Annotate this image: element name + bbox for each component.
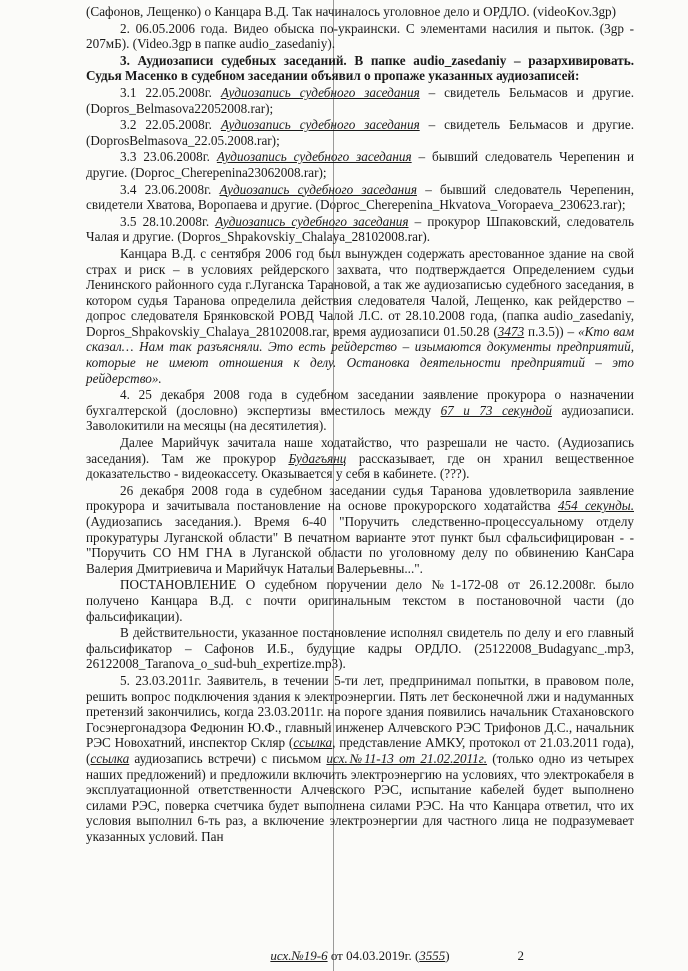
reference-link[interactable]: Аудиозапись судебного заседания bbox=[215, 213, 409, 229]
text-run: (Аудиозапись заседания.). Время 6-40 "Поручить следственно-процессуальному отделу прокуратуры Луганской области" В печатном варианте этот пункт был сфальсифицирован - - "Поручить СО НМ ГНА в Луганской области по уголовному делу по обвинению КанСара Валерия Дмитриевича и Марийчук Натальи Валерьевны...". bbox=[86, 514, 634, 576]
footer-close: ) bbox=[445, 948, 450, 963]
page-number: 2 bbox=[517, 948, 524, 963]
text-run: рассказывает, где он хранил вещественное доказательство - видеокассету. Оказывается у себя в кабинете. (???). bbox=[86, 450, 634, 482]
paragraph bbox=[86, 625, 634, 672]
page-footer bbox=[86, 948, 634, 964]
reference-link[interactable]: Аудиозапись судебного заседания bbox=[219, 181, 417, 197]
paragraph bbox=[86, 483, 634, 577]
footer-reference-link[interactable]: исх.№19-6 bbox=[270, 948, 328, 963]
paragraph bbox=[86, 21, 634, 52]
text-run: 4. 25 декабря 2008 года в судебном заседании заявление прокурора о назначении бухгалтерской (дословно) экспертизы вместилось между bbox=[86, 387, 634, 418]
text-run: – прокурор Шпаковский, следователь Чалая и другие. (Dopros_Shpakovskiy_Chalaya_28102008.rar). bbox=[86, 213, 634, 245]
reference-link[interactable]: ссылка bbox=[90, 750, 130, 766]
text-run: – бывший следователь Черепенин и другие. (Doproc_Cherepenina23062008.rar); bbox=[86, 149, 635, 180]
footer-date: от 04.03.2019г. ( bbox=[327, 948, 420, 963]
paragraph bbox=[86, 4, 634, 20]
paragraph bbox=[86, 182, 634, 213]
paragraph bbox=[86, 577, 634, 624]
footer-number-link[interactable]: 3555 bbox=[419, 948, 446, 963]
reference-link[interactable]: 3473 bbox=[497, 323, 525, 339]
paragraph bbox=[86, 246, 634, 386]
text-run: 5. 23.03.2011г. Заявитель, в течении 5-ти лет, предпринимал попытки, в правовом поле, решить вопрос подключения здания к электроэнергии. Пять лет бесконечной лжи и надуманных претензий закончились, когда 23.03.2011г. на пороге здания появились начальник Стахановского Госэнергонадзора Федюнин Ю.Ф., главный инженер Алчевского РЭС Трифонов Д.С., начальник РЭС Новохатний, инспектор Скляр ( bbox=[86, 672, 634, 751]
paragraph bbox=[86, 53, 634, 84]
text-run: – бывший следователь Черепенин, свидетели Хватова, Воропаева и другие. (Doproc_Cherepenina_Hkvatova_Voropaeva_230623.rar); bbox=[86, 181, 634, 213]
text-run: (только одно из четырех наших предложений) и предложили включить электроэнергию на условиях, что электрокабеля в эксплуатационной ответственности Алчевского РЭС, испытание кабелей будет выполнено силами РЭС, поверка счетчика будет выполнена силами РЭС. На что Канцара ответил, что их условия выполнил 6-ть раз, а включение электроэнергии для частного лица не подразумевает указанных условий. Пан bbox=[86, 750, 634, 844]
text-run: аудиозаписи. Заволокитили на месяцы (на десятилетия). bbox=[86, 402, 634, 434]
text-run: 26 декабря 2008 года в судебном заседании судья Таранова удовлетворила заявление прокурора и зачитывала постановление на основе прокурорского ходатайства bbox=[86, 482, 634, 514]
text-run: , представление АМКУ, протокол от 21.03.2011 года), ( bbox=[86, 735, 634, 766]
reference-link[interactable]: 454 секунды. bbox=[557, 498, 634, 514]
text-run: В действительности, указанное постановление исполнял свидетель по делу и его главный фальсификатор – Сафонов И.Б., будущие кадры ОРДЛО. (25122008_Budagyanc_.mp3, 26122008_Taranova_o_sud-buh_expertize.mp3). bbox=[86, 625, 634, 672]
reference-link[interactable]: ссылка bbox=[293, 735, 333, 751]
document-body bbox=[86, 4, 634, 844]
reference-link[interactable]: Аудиозапись судебного заседания bbox=[220, 117, 420, 133]
text-run: 3.5 28.10.2008г. bbox=[120, 213, 216, 229]
paragraph bbox=[86, 117, 634, 148]
reference-link[interactable]: 67 и 73 секундой bbox=[440, 402, 552, 418]
text-run: «Кто вам сказал… Нам так разъясняли. Это есть рейдерство – изымаются документы предприятий, которые не имеют отношения к делу. Остановка деятельности предприятий – это рейдерство». bbox=[86, 323, 635, 386]
text-run: (Сафонов, Лещенко) о Канцара В.Д. Так начиналось уголовное дело и ОРДЛО. (videoKov.3gp) bbox=[86, 4, 617, 19]
text-run: ПОСТАНОВЛЕНИЕ О судебном поручении дело №1-172-08 от 26.12.2008г. было получено Канцара В.Д. с почти оригинальным текстом в постановочной части (до фальсификации). bbox=[86, 577, 634, 624]
text-run: 3.1 22.05.2008г. bbox=[120, 84, 221, 100]
paragraph bbox=[86, 387, 634, 434]
text-run: аудиозапись встречи) с письмом bbox=[129, 750, 327, 766]
text-run: 3.4 23.06.2008г. bbox=[120, 181, 220, 197]
reference-link[interactable]: исх.№11-13 от 21.02.2011г. bbox=[326, 750, 488, 766]
reference-link[interactable]: Будагъянц bbox=[288, 450, 347, 466]
reference-link[interactable]: Аудиозапись судебного заседания bbox=[216, 149, 412, 165]
text-run: 3.2 22.05.2008г. bbox=[120, 117, 221, 133]
text-run: Канцара В.Д. с сентября 2006 год был вынужден содержать арестованное здание на свой страх и риск – в условиях рейдерского захвата, что подтверждается Определением судьи Ленинского районного суда г.Луганска Тарановой, а так же аудиозаписью судебного заседания, в котором судья Таранова определила действия следователя Чалой, Лещенко, как рейдерство – допрос следователя Брянковской РОВД Чалой Л.С. от 28.10.2008 года, (папка audio_zasedaniy, Dopros_Shpakovskiy_Chalaya_28102008.rar, время аудиозаписи 01.50.28 ( bbox=[86, 245, 634, 339]
paragraph bbox=[86, 214, 634, 245]
text-run: 2. 06.05.2006 года. Видео обыска по-украински. С элементами насилия и пыток. (3gp - 207мБ). (Video.3gp в папке audio_zasedaniy). bbox=[86, 20, 634, 52]
text-run: Далее Марийчук зачитала наше ходатайство, что разрешали не часто. (Аудиозапись заседания). Там же прокурор bbox=[86, 435, 634, 466]
paragraph bbox=[86, 85, 634, 116]
paragraph bbox=[86, 435, 634, 482]
reference-link[interactable]: Аудиозапись судебного заседания bbox=[220, 84, 420, 100]
paragraph bbox=[86, 149, 634, 180]
text-run: 3.3 23.06.2008г. bbox=[120, 149, 217, 165]
text-run: 3. Аудиозаписи судебных заседаний. В папке audio_zasedaniy – разархивировать. Судья Масенко в судебном заседании объявил о пропаже указанных аудиозаписей: bbox=[86, 52, 634, 84]
text-run: п.3.5)) – bbox=[524, 323, 579, 339]
paragraph bbox=[86, 673, 634, 845]
text-run: – свидетель Бельмасов и другие. (DoprosBelmasova_22.05.2008.rar); bbox=[86, 117, 635, 148]
text-run: – свидетель Бельмасов и другие. (Dopros_Belmasova22052008.rar); bbox=[86, 84, 635, 116]
